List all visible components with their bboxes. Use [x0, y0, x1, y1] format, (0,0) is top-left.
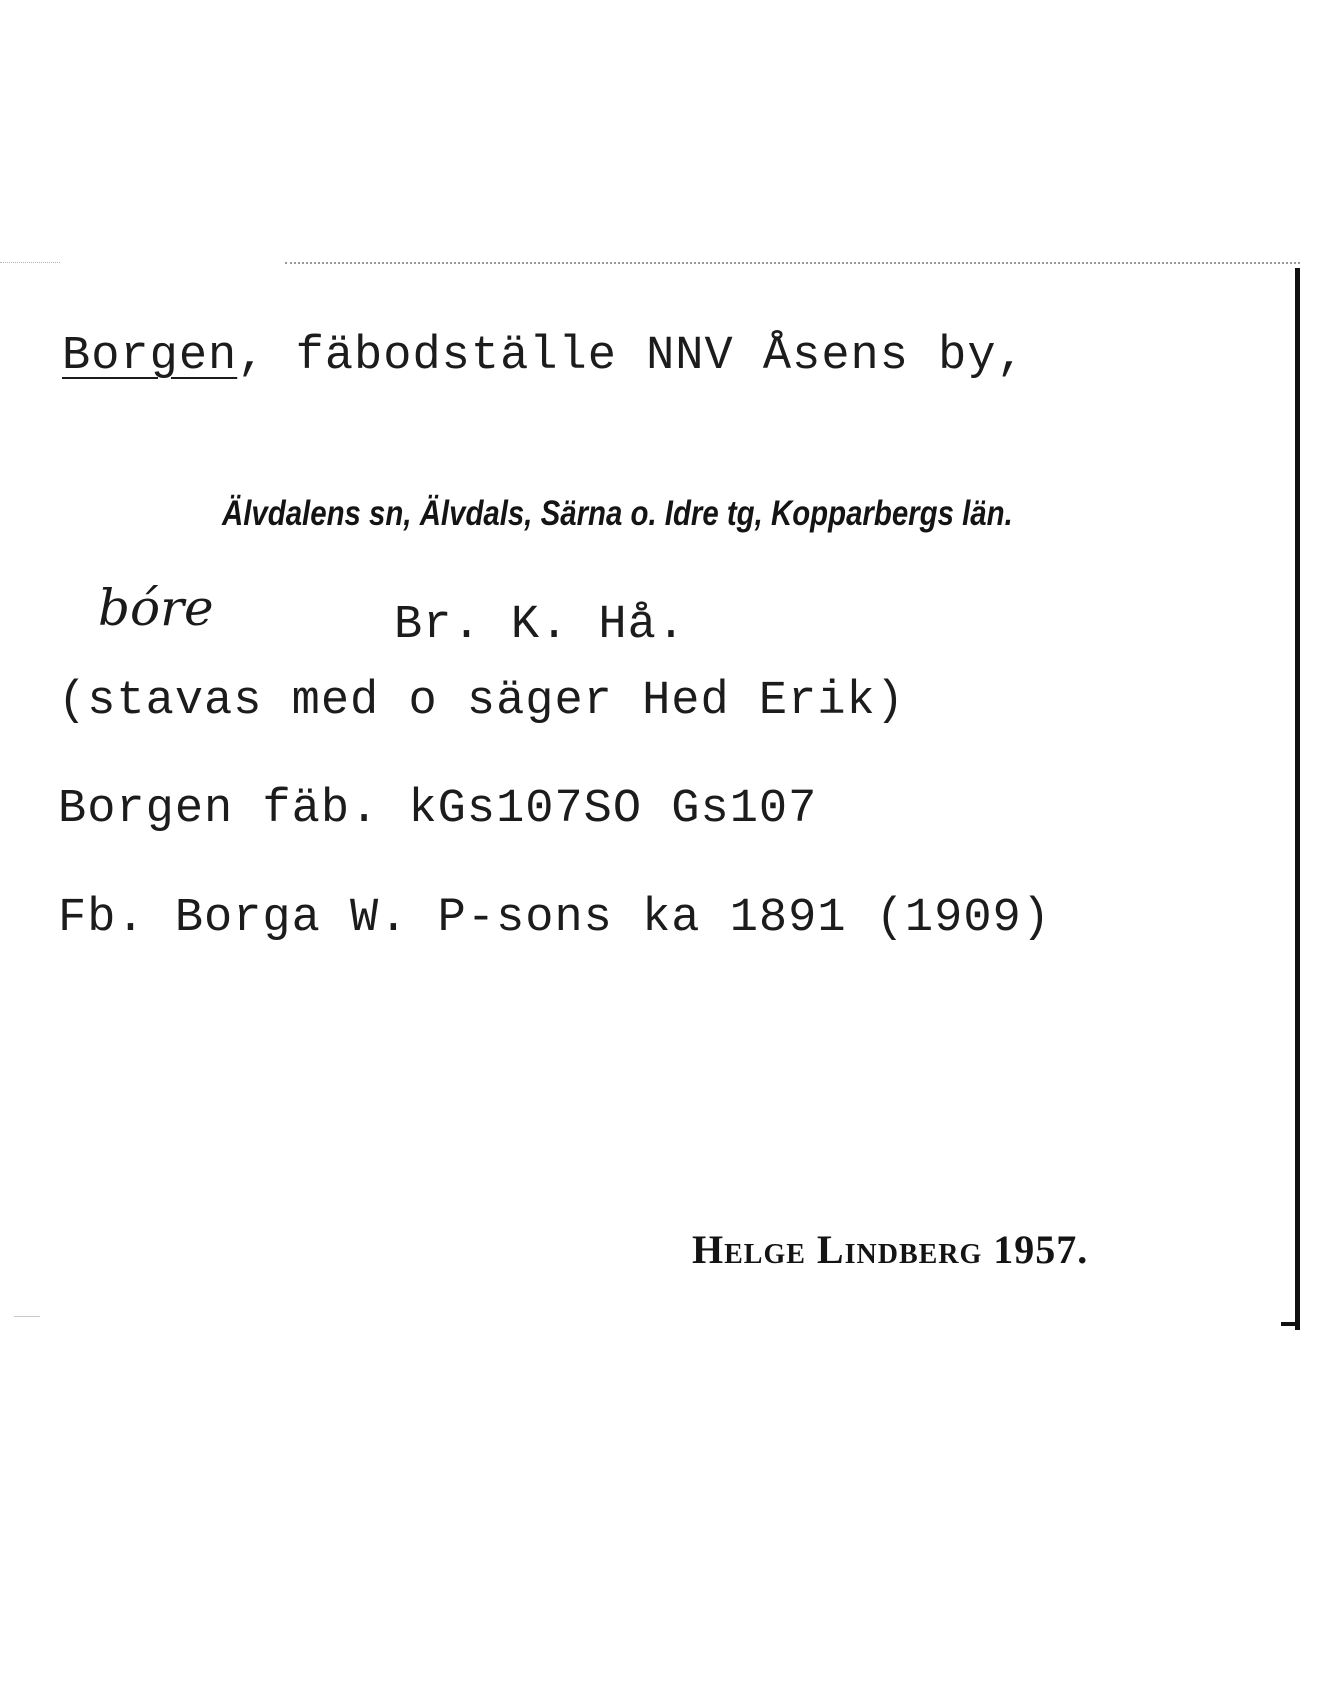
parish-stamp: Älvdalens sn, Älvdals, Särna o. Idre tg, Kopparbergs län. [222, 494, 1013, 533]
stray-mark [14, 1316, 40, 1317]
informants-line: Br. K. Hå. [394, 599, 687, 652]
heading-line [62, 330, 1026, 383]
heading-description: , fäbodställe NNV Åsens by, [237, 330, 1026, 383]
spelling-note-line: (stavas med o säger Hed Erik) [58, 675, 905, 728]
card-right-edge-foot [1281, 1322, 1300, 1326]
collector-stamp: Helge Lindberg 1957. [692, 1227, 1089, 1272]
headword: Borgen [62, 330, 238, 383]
map-reference-line: Borgen fäb. kGs107SO Gs107 [58, 783, 818, 836]
pronunciation-handwritten: bóre [98, 579, 214, 637]
source-reference-line: Fb. Borga W. P-sons ka 1891 (1909) [58, 892, 1051, 945]
card-right-edge [1295, 268, 1300, 1330]
card-left-edge [0, 262, 60, 263]
card-top-edge [285, 262, 1300, 264]
